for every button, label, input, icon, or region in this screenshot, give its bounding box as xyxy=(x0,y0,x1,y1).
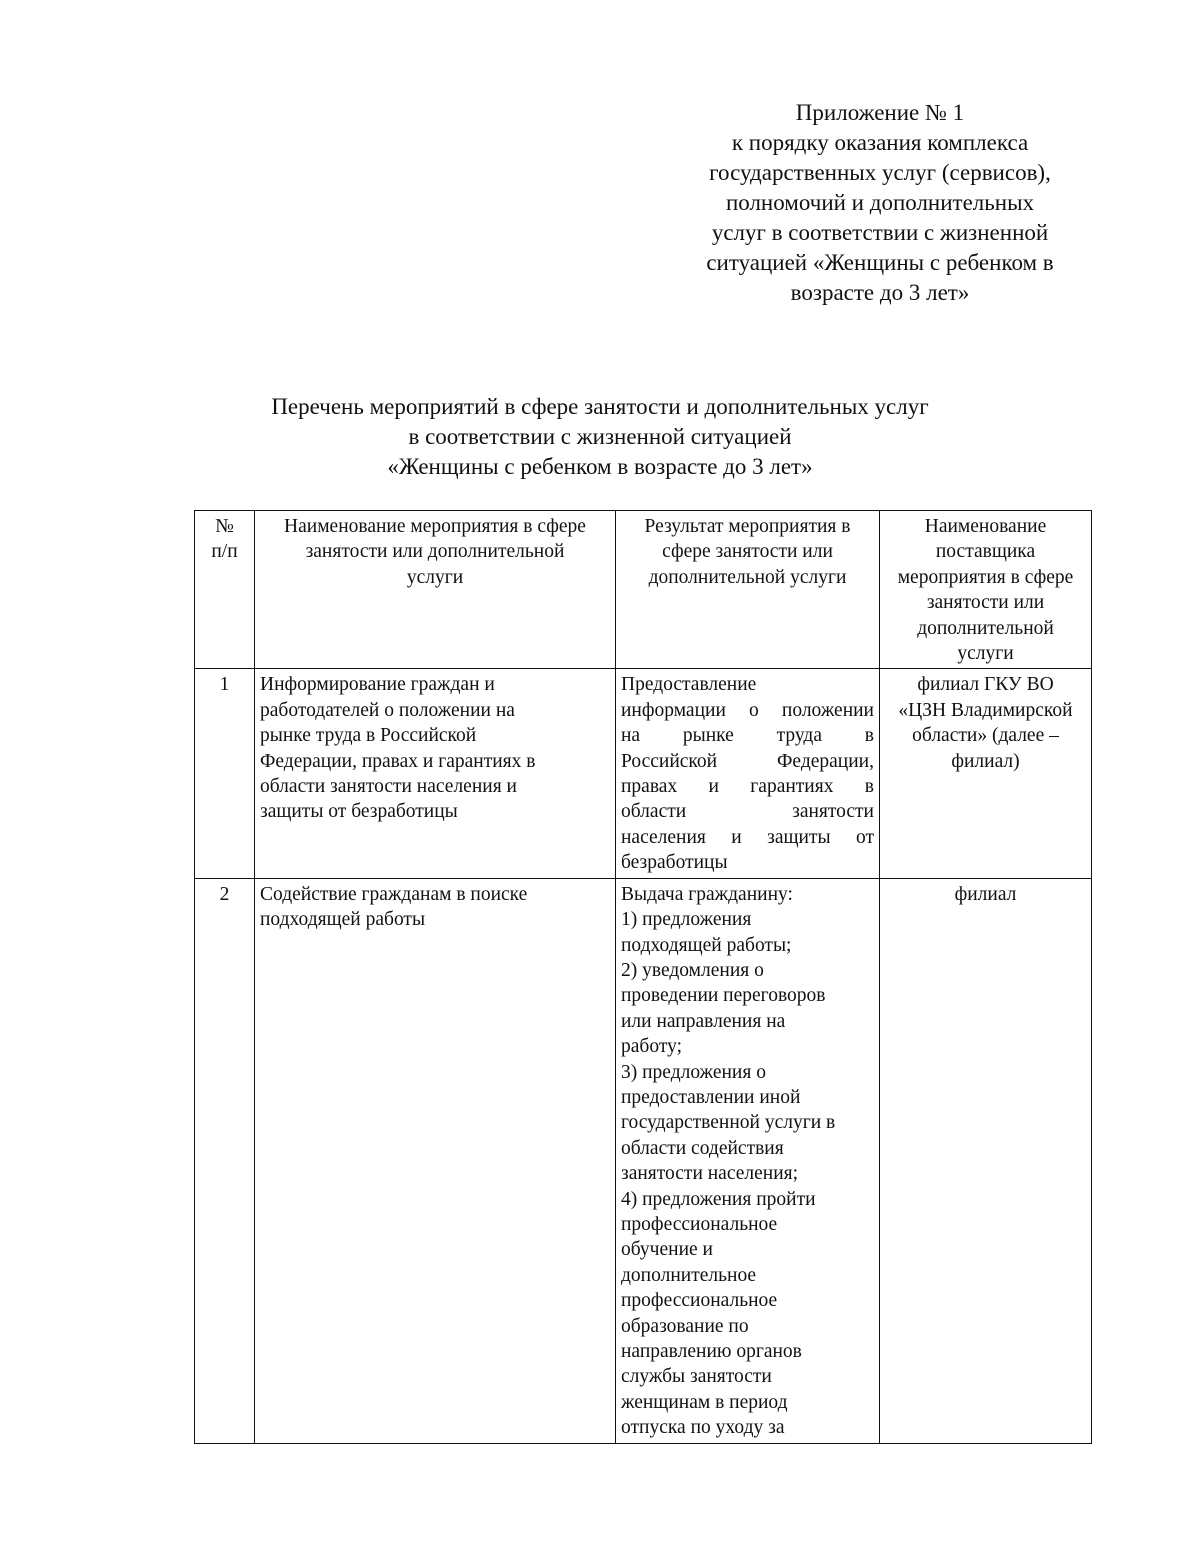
appendix-line: Приложение № 1 xyxy=(795,100,965,125)
event-provider-cell xyxy=(880,878,1092,1443)
event-name-cell xyxy=(255,878,616,1443)
event-name-line: Федерации, правах и гарантиях в xyxy=(260,750,536,772)
event-result-line: Предоставление xyxy=(621,674,757,696)
event-result-line: обучение и xyxy=(621,1239,713,1261)
event-name-line: Содействие гражданам в поиске xyxy=(260,883,528,905)
event-result-line: населения и защиты от xyxy=(621,826,874,848)
row-number: 1 xyxy=(195,669,255,878)
event-result-line: или направления на xyxy=(621,1010,786,1032)
header-provider-line: услуги xyxy=(957,643,1014,665)
event-provider-line: филиал ГКУ ВО xyxy=(917,674,1054,696)
appendix-line: полномочий и дополнительных xyxy=(725,190,1035,215)
event-result-line: профессиональное xyxy=(621,1213,778,1235)
event-result-line: образование по xyxy=(621,1315,749,1337)
event-result-line: занятости населения; xyxy=(621,1163,799,1185)
table-row xyxy=(195,669,1092,878)
event-provider-line: филиал) xyxy=(951,750,1020,772)
event-result-line: Выдача гражданину: xyxy=(621,883,793,905)
event-result-line: государственной услуги в xyxy=(621,1112,836,1134)
event-result-line: работу; xyxy=(621,1036,682,1058)
event-result-line: 2) уведомления о xyxy=(621,959,764,981)
event-result-line: области занятости xyxy=(621,801,874,823)
event-result-line: 3) предложения о xyxy=(621,1061,766,1083)
event-name-line: защиты от безработицы xyxy=(260,801,458,823)
event-name-line: работодателей о положении на xyxy=(260,699,515,721)
event-result-line: Российской Федерации, xyxy=(621,750,874,772)
header-name-line: занятости или дополнительной xyxy=(305,541,565,563)
events-table xyxy=(194,510,1092,1444)
event-provider-line: области» (далее – xyxy=(912,725,1059,747)
event-result-line: профессиональное xyxy=(621,1290,778,1312)
event-result-line: дополнительное xyxy=(621,1264,757,1286)
appendix-line: к порядку оказания комплекса xyxy=(731,130,1029,155)
header-result-line: Результат мероприятия в xyxy=(644,516,851,537)
header-provider xyxy=(880,511,1092,669)
header-result-line: дополнительной услуги xyxy=(648,566,847,588)
event-name-line: рынке труда в Российской xyxy=(260,725,477,747)
header-result-line: сфере занятости или xyxy=(662,541,833,563)
event-result-line: 1) предложения xyxy=(621,909,752,931)
event-result-line: безработицы xyxy=(621,852,728,874)
event-result-line: службы занятости xyxy=(621,1366,772,1388)
header-result xyxy=(616,511,880,669)
appendix-line: государственных услуг (сервисов), xyxy=(709,160,1051,185)
appendix-line: возрасте до 3 лет» xyxy=(790,280,970,305)
event-provider-line: филиал xyxy=(954,883,1017,905)
event-provider-cell xyxy=(880,669,1092,878)
appendix-block xyxy=(660,98,1100,308)
event-result-line: предоставлении иной xyxy=(621,1086,801,1108)
event-result-line: отпуска по уходу за xyxy=(621,1417,785,1439)
title-line: «Женщины с ребенком в возрасте до 3 лет» xyxy=(387,454,813,479)
event-result-line: правах и гарантиях в xyxy=(621,776,874,798)
table-row xyxy=(195,878,1092,1443)
appendix-line: услуг в соответствии с жизненной xyxy=(711,220,1049,245)
event-result-line: области содействия xyxy=(621,1137,784,1159)
header-provider-line: мероприятия в сфере xyxy=(897,566,1074,588)
header-num xyxy=(195,511,255,669)
event-result-line: на рынке труда в xyxy=(621,725,874,747)
header-name xyxy=(255,511,616,669)
table-header-row xyxy=(195,511,1092,669)
event-result-line: информации о положении xyxy=(621,699,874,721)
event-result-line: подходящей работы; xyxy=(621,934,792,956)
event-provider-line: «ЦЗН Владимирской xyxy=(898,699,1073,721)
event-name-cell xyxy=(255,669,616,878)
event-result-cell xyxy=(616,878,880,1443)
header-num-line: п/п xyxy=(211,541,238,563)
event-name-line: Информирование граждан и xyxy=(260,674,495,696)
event-result-line: 4) предложения пройти xyxy=(621,1188,816,1210)
appendix-line: ситуацией «Женщины с ребенком в xyxy=(706,250,1054,275)
header-name-line: услуги xyxy=(406,566,464,588)
title-line: в соответствии с жизненной ситуацией xyxy=(408,424,792,449)
event-result-line: проведении переговоров xyxy=(621,985,826,1007)
header-name-line: Наименование мероприятия в сфере xyxy=(284,516,586,537)
header-provider-line: поставщика xyxy=(935,541,1036,563)
event-result-line: направлению органов xyxy=(621,1341,802,1362)
header-num-line: № xyxy=(215,516,234,537)
header-provider-line: занятости или xyxy=(926,592,1045,614)
title-line: Перечень мероприятий в сфере занятости и дополнительных услуг xyxy=(271,394,929,419)
row-number: 2 xyxy=(195,878,255,1443)
event-name-line: области занятости населения и xyxy=(260,776,517,798)
event-result-line: женщинам в период xyxy=(621,1391,788,1413)
header-provider-line: Наименование xyxy=(924,516,1047,537)
header-provider-line: дополнительной xyxy=(917,617,1054,639)
event-name-line: подходящей работы xyxy=(260,909,426,931)
event-result-cell xyxy=(616,669,880,878)
document-title xyxy=(160,392,1040,482)
